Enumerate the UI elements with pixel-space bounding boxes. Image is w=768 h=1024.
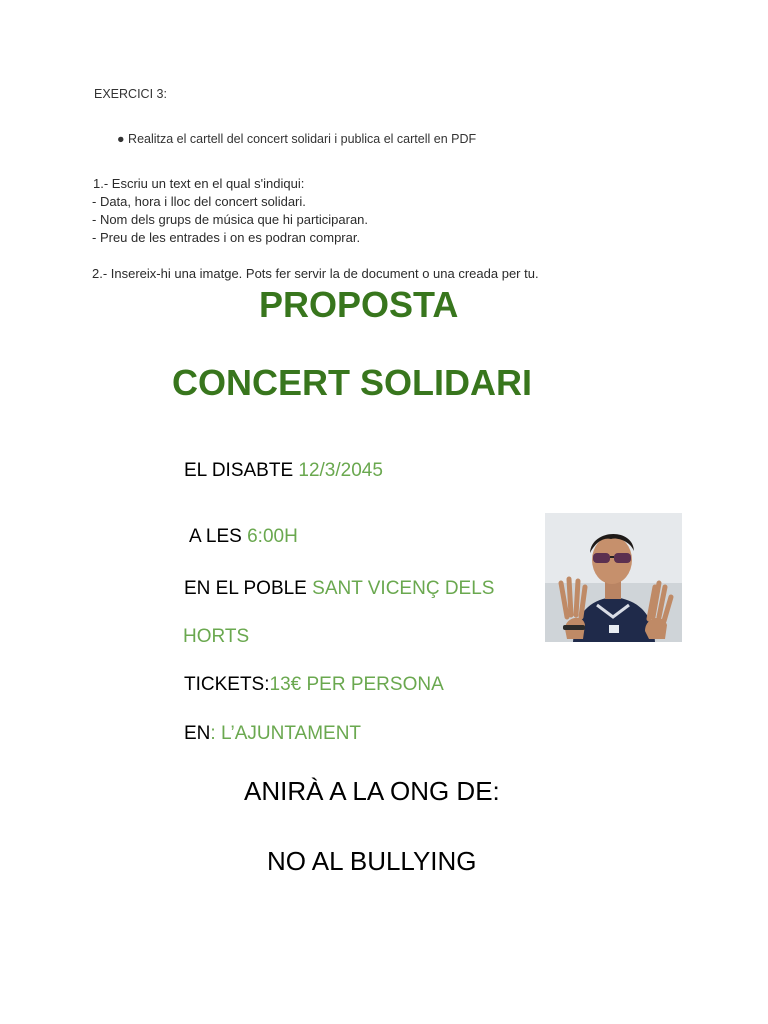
instruction-line-3: - Nom dels grups de música que hi participaran. (92, 212, 369, 227)
sales-value: : L’AJUNTAMENT (210, 723, 362, 744)
instruction-2: 2.- Insereix-hi una imatge. Pots fer servir la de document o una creada per tu. (92, 266, 539, 281)
time-line (189, 526, 298, 548)
place-value: SANT VICENÇ DELS (312, 578, 495, 599)
place-label: EN EL POBLE (184, 578, 313, 599)
poster-title-proposta: PROPOSTA (259, 284, 459, 325)
task-text: Realitza el cartell del concert solidari i publica el cartell en PDF (128, 132, 477, 146)
artist-photo-illustration (545, 513, 682, 642)
exercise-heading: EXERCICI 3: (94, 87, 167, 101)
poster-title-concert: CONCERT SOLIDARI (172, 362, 532, 403)
place-line (184, 578, 494, 600)
sales-line (184, 723, 361, 745)
time-label: A LES (189, 526, 248, 547)
ong-heading: ANIRÀ A LA ONG DE: (244, 776, 500, 806)
date-line (184, 460, 383, 482)
date-value: 12/3/2045 (298, 460, 383, 481)
instruction-line-4: - Preu de les entrades i on es podran comprar. (92, 230, 361, 245)
instruction-line-1: 1.- Escriu un text en el qual s'indiqui: (93, 176, 305, 191)
sales-label: EN (184, 723, 211, 744)
task-bullet (117, 132, 476, 146)
artist-photo (545, 513, 682, 642)
tickets-line (184, 674, 444, 696)
bullet-icon: ● (117, 132, 125, 146)
instruction-line-2: - Data, hora i lloc del concert solidari. (92, 194, 306, 209)
ong-name: NO AL BULLYING (267, 846, 477, 876)
date-label: EL DISABTE (184, 460, 299, 481)
place-value-continued: HORTS (183, 626, 250, 647)
time-value: 6:00H (247, 526, 298, 547)
tickets-value: 13€ PER PERSONA (269, 674, 444, 695)
tickets-label: TICKETS: (184, 674, 270, 695)
